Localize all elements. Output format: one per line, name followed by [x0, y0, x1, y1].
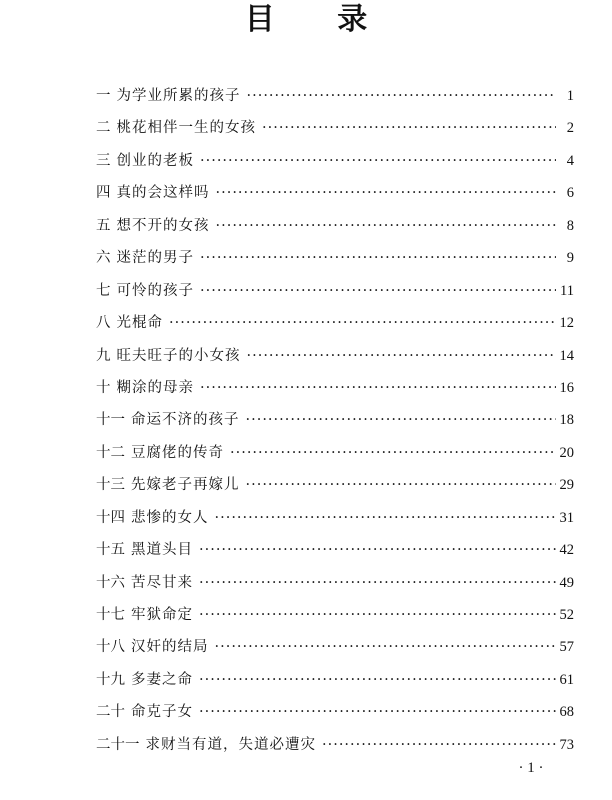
toc-entry-title: 桃花相伴一生的女孩 [116, 120, 256, 137]
toc-entry-number: 十一 [96, 412, 125, 429]
toc-entry-number: 六 [96, 250, 111, 267]
toc-entry-page: 68 [559, 704, 574, 721]
toc-entry-title: 光棍命 [116, 315, 163, 332]
toc-entry-title: 黑道头目 [131, 542, 193, 559]
toc-entry [96, 668, 574, 700]
dot-leader [215, 639, 556, 655]
toc-entry-title: 汉奸的结局 [131, 639, 209, 656]
dot-leader [200, 250, 556, 266]
toc-entry-page: 61 [559, 671, 574, 688]
toc-entry-number: 八 [96, 315, 111, 332]
toc-entry-number: 九 [96, 347, 111, 364]
toc-entry [96, 376, 574, 408]
dot-leader [169, 315, 556, 331]
toc-entry-title: 可怜的孩子 [116, 282, 194, 299]
toc-entry-title: 命克子女 [131, 704, 193, 721]
toc-entry-number: 十四 [96, 509, 125, 526]
toc-entry-page: 20 [559, 444, 574, 461]
toc-entry-page: 11 [560, 282, 574, 299]
toc-entry-number: 十八 [96, 639, 125, 656]
dot-leader [199, 575, 556, 591]
page-title: 目 录 [244, 2, 394, 37]
table-of-contents [96, 84, 574, 765]
toc-entry-number: 二 [96, 120, 111, 137]
toc-entry [96, 538, 574, 570]
dot-leader [247, 88, 557, 104]
toc-entry-number: 十三 [96, 477, 125, 494]
toc-entry-number: 二十一 [96, 736, 140, 753]
toc-entry-page: 12 [559, 315, 574, 332]
toc-entry-title: 创业的老板 [116, 152, 194, 169]
toc-entry-number: 十二 [96, 444, 125, 461]
toc-entry-page: 14 [559, 347, 574, 364]
toc-entry-title: 命运不济的孩子 [131, 412, 240, 429]
toc-entry [96, 279, 574, 311]
toc-entry-page: 8 [566, 217, 574, 234]
toc-entry [96, 473, 574, 505]
toc-entry-title: 糊涂的母亲 [116, 379, 194, 396]
dot-leader [199, 542, 556, 558]
toc-entry [96, 344, 574, 376]
toc-entry-number: 七 [96, 282, 111, 299]
toc-entry-number: 十六 [96, 574, 125, 591]
toc-entry [96, 116, 574, 148]
toc-entry-title: 先嫁老子再嫁儿 [131, 477, 240, 494]
toc-entry-title: 真的会这样吗 [116, 185, 210, 202]
dot-leader [322, 737, 556, 753]
toc-entry-number: 一 [96, 88, 111, 104]
dot-leader [262, 120, 556, 136]
toc-entry-number: 三 [96, 152, 111, 169]
dot-leader [200, 153, 556, 169]
toc-entry-page: 16 [559, 379, 574, 396]
toc-entry [96, 181, 574, 213]
toc-entry [96, 311, 574, 343]
toc-entry-number: 十九 [96, 671, 125, 688]
toc-entry-page: 2 [566, 120, 574, 137]
dot-leader [216, 218, 557, 234]
dot-leader [215, 510, 556, 526]
toc-entry-title: 旺夫旺子的小女孩 [116, 347, 241, 364]
toc-entry-page: 18 [559, 412, 574, 429]
toc-entry-page: 31 [559, 509, 574, 526]
dot-leader [199, 607, 556, 623]
toc-entry-title: 求财当有道，失道必遭灾 [145, 736, 316, 753]
dot-leader [247, 348, 556, 364]
dot-leader [199, 704, 556, 720]
toc-entry-number: 十五 [96, 542, 125, 559]
dot-leader [246, 477, 556, 493]
toc-entry-page: 4 [566, 152, 574, 169]
dot-leader [199, 672, 556, 688]
toc-entry-number: 十七 [96, 607, 125, 623]
toc-entry-title: 悲惨的女人 [131, 509, 209, 526]
toc-entry [96, 408, 574, 440]
toc-entry [96, 149, 574, 181]
toc-entry-number: 四 [96, 185, 111, 202]
dot-leader [216, 185, 557, 201]
toc-entry-title: 为学业所累的孩子 [116, 88, 241, 104]
toc-entry [96, 571, 574, 603]
toc-entry-number: 十 [96, 379, 111, 396]
toc-entry [96, 635, 574, 667]
page-number: · 1 · [518, 760, 544, 776]
toc-entry-title: 多妻之命 [131, 671, 193, 688]
toc-entry-page: 1 [566, 88, 574, 104]
toc-entry-page: 9 [566, 250, 574, 267]
toc-entry-title: 苦尽甘来 [131, 574, 193, 591]
toc-entry-title: 迷茫的男子 [116, 250, 194, 267]
toc-entry-title: 想不开的女孩 [116, 217, 210, 234]
toc-entry [96, 603, 574, 635]
toc-entry [96, 506, 574, 538]
toc-entry [96, 246, 574, 278]
toc-entry [96, 441, 574, 473]
toc-entry-page: 29 [559, 477, 574, 494]
toc-entry-page: 6 [566, 185, 574, 202]
dot-leader [200, 380, 556, 396]
toc-entry-page: 73 [559, 736, 574, 753]
toc-entry-page: 52 [559, 607, 574, 623]
dot-leader [246, 412, 556, 428]
toc-entry-page: 57 [559, 639, 574, 656]
dot-leader [200, 283, 556, 299]
toc-entry-page: 42 [559, 542, 574, 559]
toc-entry-number: 二十 [96, 704, 125, 721]
toc-entry-title: 牢狱命定 [131, 607, 193, 623]
toc-entry-title: 豆腐佬的传奇 [131, 444, 224, 461]
toc-entry-page: 49 [559, 574, 574, 591]
toc-entry [96, 700, 574, 732]
toc-entry [96, 84, 574, 116]
dot-leader [230, 445, 556, 461]
toc-entry [96, 214, 574, 246]
toc-entry-number: 五 [96, 217, 111, 234]
